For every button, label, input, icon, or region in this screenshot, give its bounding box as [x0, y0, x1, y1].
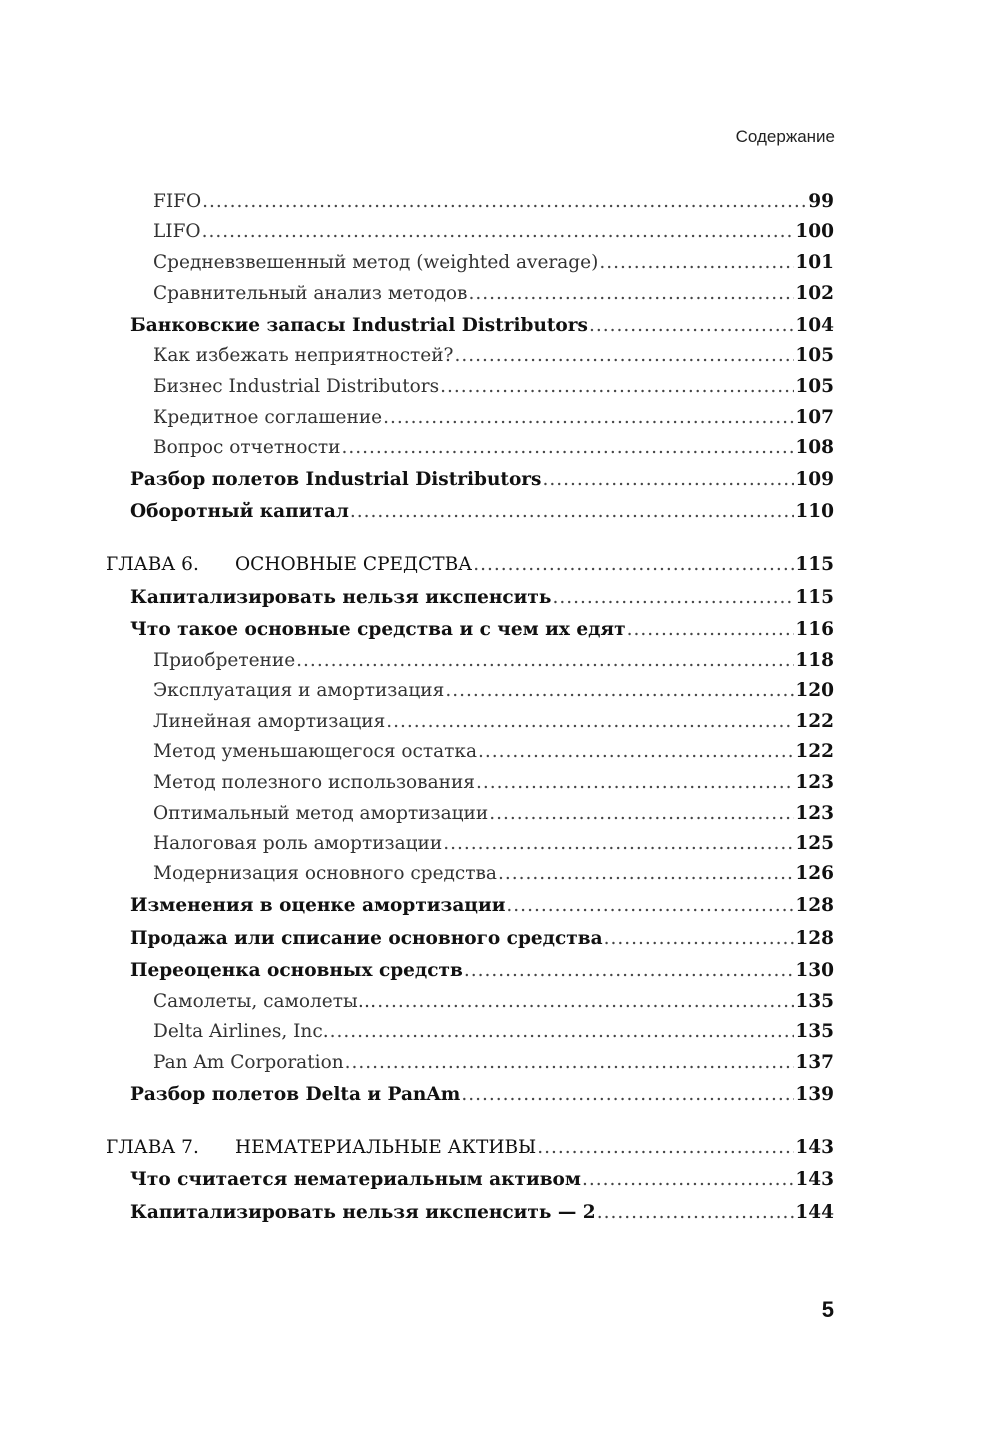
toc-entry-title: Капитализировать нельзя икспенсить	[130, 587, 552, 608]
dot-leader	[445, 679, 794, 703]
dot-leader	[461, 1083, 794, 1107]
dot-leader	[386, 710, 794, 734]
toc-entry-title: LIFO	[153, 221, 201, 242]
toc-entry-title: Метод уменьшающегося остатка	[153, 741, 477, 762]
toc-entry-page: 122	[795, 741, 834, 762]
toc-row[interactable]	[153, 406, 834, 430]
toc-entry-page: 105	[795, 345, 834, 366]
toc-entry-title: НЕМАТЕРИАЛЬНЫЕ АКТИВЫ	[235, 1137, 537, 1158]
toc-row[interactable]	[153, 832, 834, 856]
toc-entry-page: 137	[795, 1052, 834, 1073]
toc-entry-title: Delta Airlines, Inc.	[153, 1021, 329, 1042]
toc-row[interactable]	[130, 959, 834, 983]
toc-entry-page: 105	[795, 376, 834, 397]
toc-entry-title: Разбор полетов Delta и PanAm	[130, 1084, 461, 1105]
toc-entry-title: Самолеты, самолеты…	[153, 991, 377, 1012]
toc-entry-page: 120	[795, 680, 834, 701]
chapter-number: ГЛАВА 6.	[106, 554, 199, 575]
toc-row[interactable]	[130, 1168, 834, 1192]
toc-entry-title: Средневзвешенный метод (weighted average)	[153, 252, 599, 273]
toc-entry-title: Кредитное соглашение	[153, 407, 383, 428]
toc-entry-page: 126	[795, 863, 834, 884]
toc-row[interactable]	[130, 468, 834, 492]
toc-entry-page: 144	[795, 1202, 834, 1223]
toc-entry-page: 99	[808, 191, 834, 212]
dot-leader	[350, 500, 794, 524]
running-head: Содержание	[735, 127, 835, 146]
toc-entry-title: Оптимальный метод амортизации	[153, 803, 489, 824]
toc-entry-title: Налоговая роль амортизации	[153, 833, 443, 854]
page-number: 5	[821, 1297, 834, 1322]
dot-leader	[476, 771, 794, 795]
toc-entry-page: 128	[795, 895, 834, 916]
toc-row[interactable]	[153, 679, 834, 703]
toc-entry-title: Что считается нематериальным активом	[130, 1169, 581, 1190]
toc-entry-page: 139	[795, 1084, 834, 1105]
dot-leader	[202, 220, 795, 244]
toc-row[interactable]	[153, 802, 834, 826]
toc-row[interactable]	[153, 190, 834, 214]
toc-entry-page: 110	[795, 501, 834, 522]
dot-leader	[506, 894, 794, 918]
toc-entry-page: 116	[795, 619, 834, 640]
toc-entry-title: Линейная амортизация	[153, 711, 386, 732]
toc-entry-title: Эксплуатация и амортизация	[153, 680, 445, 701]
toc-entry-page: 122	[795, 711, 834, 732]
dot-leader	[296, 649, 794, 673]
dot-leader	[478, 740, 794, 764]
toc-row[interactable]	[130, 1083, 834, 1107]
toc-row[interactable]	[130, 927, 834, 951]
toc-row[interactable]	[153, 344, 834, 368]
dot-leader	[202, 190, 807, 214]
toc-entry-page: 135	[795, 991, 834, 1012]
toc-entry-page: 118	[795, 650, 834, 671]
toc-entry-page: 143	[795, 1169, 834, 1190]
dot-leader	[443, 832, 794, 856]
toc-entry-page: 135	[795, 1021, 834, 1042]
toc-row[interactable]	[153, 282, 834, 306]
toc-entry-title: Метод полезного использования	[153, 772, 475, 793]
toc-entry-page: 102	[795, 283, 834, 304]
toc-entry-title: Оборотный капитал	[130, 501, 349, 522]
dot-leader	[440, 375, 794, 399]
toc-row[interactable]	[130, 500, 834, 524]
toc-row[interactable]	[130, 314, 834, 338]
toc-row[interactable]	[130, 894, 834, 918]
toc-entry-title: FIFO	[153, 191, 202, 212]
dot-leader	[454, 344, 794, 368]
dot-leader	[627, 618, 795, 642]
toc-entry-title: Модернизация основного средства	[153, 863, 497, 884]
toc-entry-title: Изменения в оценке амортизации	[130, 895, 506, 916]
toc-row[interactable]	[153, 710, 834, 734]
toc-entry-title: Капитализировать нельзя икспенсить — 2	[130, 1202, 596, 1223]
toc-row[interactable]	[153, 375, 834, 399]
dot-leader	[489, 802, 794, 826]
toc-entry-page: 143	[795, 1137, 834, 1158]
toc-row[interactable]	[153, 436, 834, 460]
toc-entry-title: Как избежать неприятностей?	[153, 345, 454, 366]
dot-leader	[468, 282, 794, 306]
toc-row[interactable]	[153, 649, 834, 673]
dot-leader	[345, 1051, 795, 1075]
toc-entry-title: Банковские запасы Industrial Distributors	[130, 315, 588, 336]
toc-entry-page: 125	[795, 833, 834, 854]
toc-entry-page: 101	[795, 252, 834, 273]
toc-entry-title: ОСНОВНЫЕ СРЕДСТВА	[235, 554, 473, 575]
dot-leader	[498, 862, 794, 886]
toc-row[interactable]	[153, 771, 834, 795]
dot-leader	[597, 1201, 795, 1225]
dot-leader	[464, 959, 795, 983]
toc-row[interactable]	[130, 586, 834, 610]
toc-entry-page: 130	[795, 960, 834, 981]
toc-entry-title: Разбор полетов Industrial Distributors	[130, 469, 542, 490]
toc-row[interactable]	[130, 1201, 834, 1225]
toc-row[interactable]	[130, 618, 834, 642]
dot-leader	[537, 1136, 794, 1160]
dot-leader	[542, 468, 794, 492]
toc-row[interactable]	[153, 220, 834, 244]
toc-entry-page: 104	[795, 315, 834, 336]
toc-entry-title: Бизнес Industrial Distributors	[153, 376, 440, 397]
toc-entry-title: Сравнительный анализ методов	[153, 283, 468, 304]
toc-entry-page: 115	[795, 587, 834, 608]
toc-row[interactable]	[153, 1020, 834, 1044]
dot-leader	[383, 406, 794, 430]
toc-chapter-row[interactable]	[106, 553, 834, 577]
dot-leader	[604, 927, 795, 951]
toc-entry-page: 109	[795, 469, 834, 490]
toc-entry-title: Вопрос отчетности	[153, 437, 341, 458]
toc-entry-page: 123	[795, 803, 834, 824]
toc-entry-title: Что такое основные средства и с чем их едят	[130, 619, 626, 640]
chapter-number: ГЛАВА 7.	[106, 1137, 199, 1158]
dot-leader	[589, 314, 794, 338]
dot-leader	[330, 1020, 795, 1044]
toc-entry-title: Продажа или списание основного средства	[130, 928, 603, 949]
toc-entry-title: Pan Am Corporation	[153, 1052, 344, 1073]
dot-leader	[377, 990, 794, 1014]
dot-leader	[582, 1168, 794, 1192]
dot-leader	[552, 586, 794, 610]
toc-row[interactable]	[153, 740, 834, 764]
toc-entry-page: 107	[795, 407, 834, 428]
toc-entry-page: 123	[795, 772, 834, 793]
dot-leader	[599, 251, 794, 275]
toc-row[interactable]	[153, 1051, 834, 1075]
toc-entry-page: 100	[795, 221, 834, 242]
toc-row[interactable]	[153, 862, 834, 886]
toc-row[interactable]	[153, 251, 834, 275]
toc-row[interactable]	[153, 990, 834, 1014]
dot-leader	[473, 553, 794, 577]
toc-entry-page: 128	[795, 928, 834, 949]
toc-entry-title: Переоценка основных средств	[130, 960, 463, 981]
toc-entry-title: Приобретение	[153, 650, 296, 671]
toc-entry-page: 108	[795, 437, 834, 458]
toc-entry-page: 115	[795, 554, 834, 575]
dot-leader	[341, 436, 794, 460]
toc-chapter-row[interactable]	[106, 1136, 834, 1160]
